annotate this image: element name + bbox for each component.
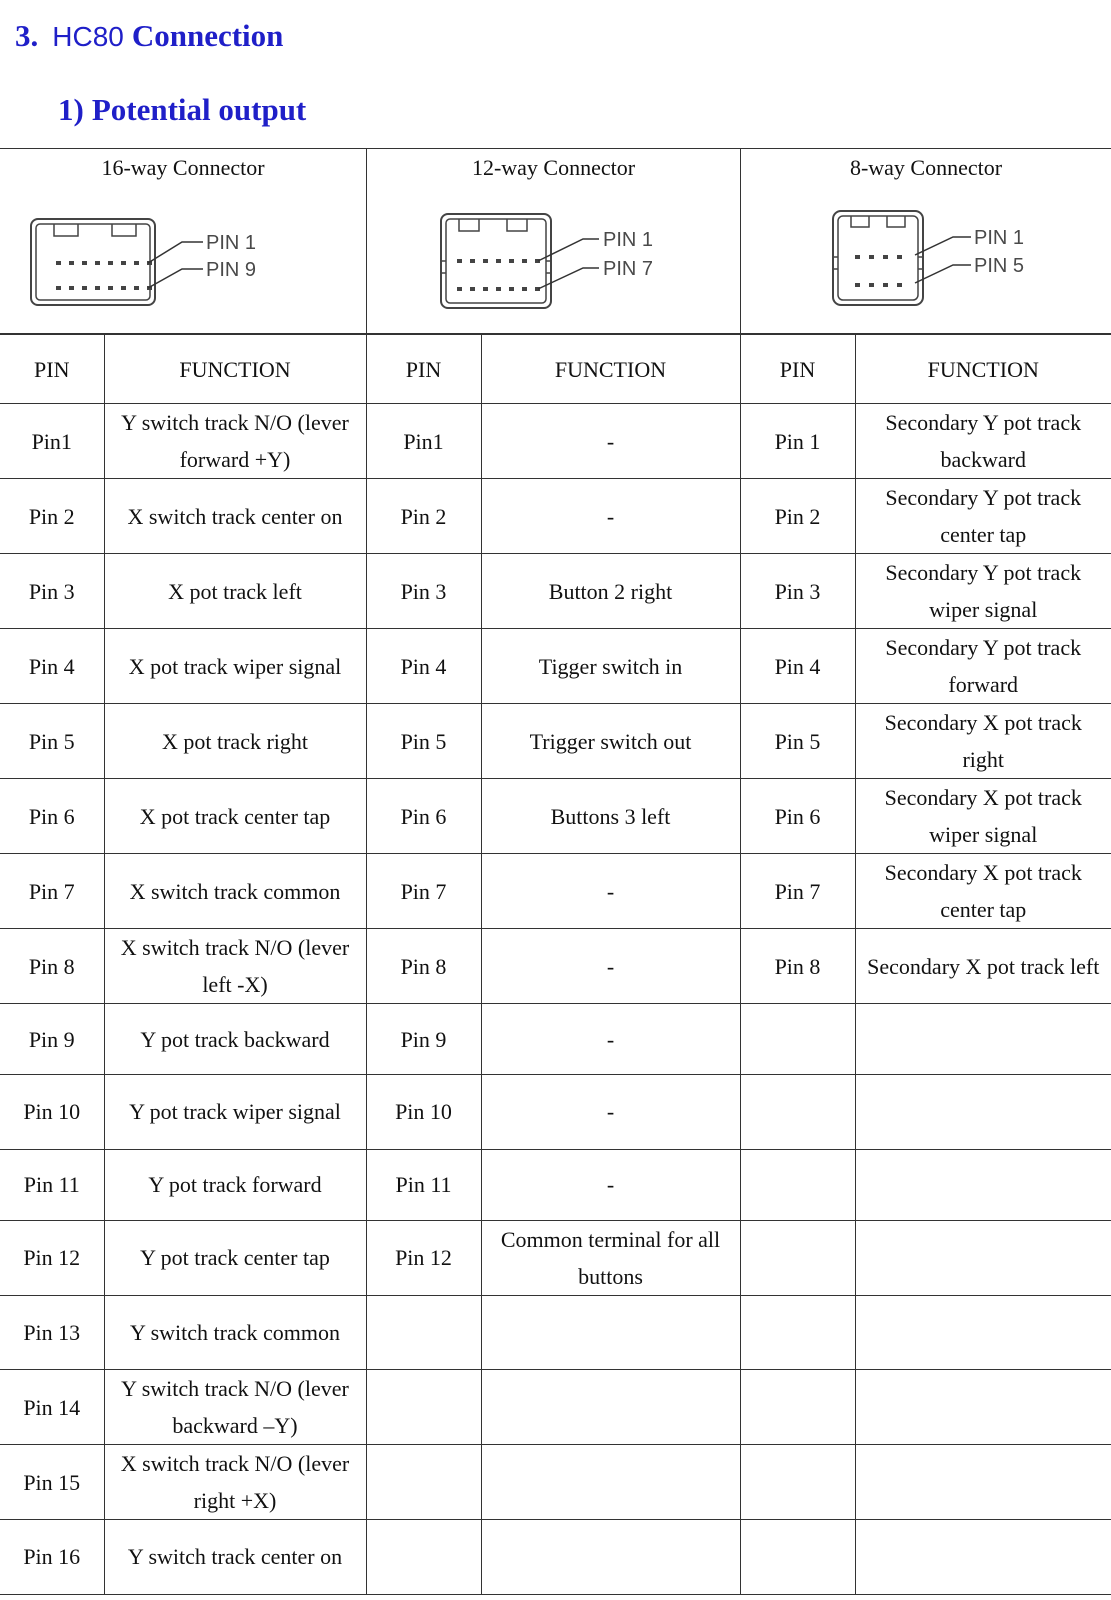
- pin-cell: Pin 7: [740, 854, 855, 929]
- pin-cell: [740, 1220, 855, 1295]
- pin-cell: Pin 7: [366, 854, 481, 929]
- section-title: Connection: [131, 18, 284, 53]
- pin-function-table: [0, 334, 1111, 1595]
- function-cell: Secondary X pot track wiper signal: [855, 779, 1111, 854]
- table-row: [0, 1004, 1111, 1075]
- pin-label: PIN 1: [603, 229, 654, 251]
- connector-8-way: [740, 149, 1111, 333]
- function-cell: Secondary Y pot track forward: [855, 629, 1111, 704]
- function-cell: -: [481, 929, 740, 1004]
- function-cell: -: [481, 404, 740, 479]
- function-cell: Y pot track forward: [104, 1149, 366, 1220]
- function-cell: -: [481, 854, 740, 929]
- pin-cell: Pin 7: [0, 854, 104, 929]
- table-row: [0, 854, 1111, 929]
- connector-16-way-drawing: [26, 211, 286, 311]
- pin-cell: [740, 1370, 855, 1445]
- pin-cell: Pin 3: [0, 554, 104, 629]
- pin-cell: [740, 1295, 855, 1370]
- pin-cell: [740, 1149, 855, 1220]
- pin-cell: Pin 6: [0, 779, 104, 854]
- function-cell: Buttons 3 left: [481, 779, 740, 854]
- table-row: [0, 1075, 1111, 1150]
- pin-cell: [366, 1295, 481, 1370]
- function-cell: Secondary X pot track center tap: [855, 854, 1111, 929]
- function-cell: X switch track center on: [104, 479, 366, 554]
- pin-cell: Pin 11: [0, 1149, 104, 1220]
- subsection-heading: [58, 92, 306, 128]
- pin-cell: Pin 6: [740, 779, 855, 854]
- pin-cell: Pin 13: [0, 1295, 104, 1370]
- section-number: 3.: [15, 18, 39, 53]
- pin-cell: Pin 10: [0, 1075, 104, 1150]
- pin-cell: Pin 16: [0, 1520, 104, 1595]
- pin-label: PIN 9: [206, 259, 257, 281]
- pin-cell: [740, 1075, 855, 1150]
- pin-cell: Pin 8: [740, 929, 855, 1004]
- pin-cell: Pin 9: [366, 1004, 481, 1075]
- pin-cell: Pin 8: [0, 929, 104, 1004]
- function-cell: -: [481, 1075, 740, 1150]
- table-row: [0, 629, 1111, 704]
- function-cell: -: [481, 1149, 740, 1220]
- function-cell: [481, 1295, 740, 1370]
- subsection-title: Potential output: [91, 92, 307, 127]
- function-cell: X pot track right: [104, 704, 366, 779]
- pin-cell: Pin 2: [366, 479, 481, 554]
- function-cell: Secondary Y pot track backward: [855, 404, 1111, 479]
- column-header: PIN: [366, 335, 481, 404]
- section-model: HC80: [52, 21, 124, 52]
- pin-cell: Pin 5: [0, 704, 104, 779]
- table-header-row: [0, 335, 1111, 404]
- pin-cell: Pin 4: [0, 629, 104, 704]
- pin-cell: [366, 1370, 481, 1445]
- function-cell: [855, 1520, 1111, 1595]
- pin-cell: [366, 1445, 481, 1520]
- section-heading: [15, 18, 283, 54]
- table-row: [0, 404, 1111, 479]
- pin-cell: [740, 1445, 855, 1520]
- table-row: [0, 1520, 1111, 1595]
- function-cell: Secondary Y pot track center tap: [855, 479, 1111, 554]
- function-cell: Common terminal for all buttons: [481, 1220, 740, 1295]
- pin-cell: Pin 9: [0, 1004, 104, 1075]
- function-cell: Trigger switch out: [481, 704, 740, 779]
- connector-12-way: [366, 149, 740, 333]
- function-cell: [855, 1149, 1111, 1220]
- function-cell: Tigger switch in: [481, 629, 740, 704]
- pin-cell: Pin 3: [740, 554, 855, 629]
- pin-cell: Pin 4: [366, 629, 481, 704]
- column-header: PIN: [0, 335, 104, 404]
- function-cell: Y pot track wiper signal: [104, 1075, 366, 1150]
- function-cell: [481, 1445, 740, 1520]
- function-cell: [481, 1520, 740, 1595]
- function-cell: Secondary X pot track right: [855, 704, 1111, 779]
- function-cell: Y pot track backward: [104, 1004, 366, 1075]
- pin-cell: Pin 11: [366, 1149, 481, 1220]
- function-cell: [855, 1220, 1111, 1295]
- table-row: [0, 704, 1111, 779]
- column-header: FUNCTION: [104, 335, 366, 404]
- connector-12-way-drawing: [437, 211, 697, 311]
- table-row: [0, 1149, 1111, 1220]
- function-cell: [855, 1075, 1111, 1150]
- function-cell: X pot track wiper signal: [104, 629, 366, 704]
- function-cell: X pot track left: [104, 554, 366, 629]
- table-row: [0, 554, 1111, 629]
- pin-cell: Pin 12: [0, 1220, 104, 1295]
- pin-cell: Pin 8: [366, 929, 481, 1004]
- pin-label: PIN 1: [206, 232, 257, 254]
- connector-8-way-drawing: [831, 209, 1091, 309]
- pin-cell: [740, 1520, 855, 1595]
- function-cell: [855, 1370, 1111, 1445]
- pin-label: PIN 7: [603, 258, 654, 280]
- function-cell: Secondary X pot track left: [855, 929, 1111, 1004]
- column-header: PIN: [740, 335, 855, 404]
- pin-cell: Pin 2: [740, 479, 855, 554]
- pin-cell: [366, 1520, 481, 1595]
- function-cell: [855, 1004, 1111, 1075]
- function-cell: Y pot track center tap: [104, 1220, 366, 1295]
- table-row: [0, 779, 1111, 854]
- connector-caption: 8-way Connector: [849, 155, 1003, 180]
- pin-cell: Pin1: [0, 404, 104, 479]
- pin-cell: Pin1: [366, 404, 481, 479]
- table-row: [0, 1445, 1111, 1520]
- subsection-number: 1): [58, 92, 84, 127]
- table-row: [0, 1220, 1111, 1295]
- function-cell: Secondary Y pot track wiper signal: [855, 554, 1111, 629]
- function-cell: [481, 1370, 740, 1445]
- connector-caption: 16-way Connector: [101, 155, 265, 180]
- pin-cell: Pin 15: [0, 1445, 104, 1520]
- function-cell: Y switch track N/O (lever backward –Y): [104, 1370, 366, 1445]
- pin-cell: Pin 14: [0, 1370, 104, 1445]
- table-row: [0, 1370, 1111, 1445]
- pin-cell: Pin 4: [740, 629, 855, 704]
- connector-caption: 12-way Connector: [471, 155, 636, 180]
- pin-cell: Pin 10: [366, 1075, 481, 1150]
- table-row: [0, 1295, 1111, 1370]
- pin-cell: Pin 3: [366, 554, 481, 629]
- connector-diagrams: [0, 148, 1111, 334]
- pin-cell: Pin 1: [740, 404, 855, 479]
- pin-cell: Pin 12: [366, 1220, 481, 1295]
- table-row: [0, 479, 1111, 554]
- function-cell: X switch track common: [104, 854, 366, 929]
- pin-cell: Pin 6: [366, 779, 481, 854]
- pin-label: PIN 1: [974, 227, 1025, 249]
- function-cell: Y switch track center on: [104, 1520, 366, 1595]
- function-cell: Y switch track N/O (lever forward +Y): [104, 404, 366, 479]
- pin-cell: Pin 2: [0, 479, 104, 554]
- function-cell: -: [481, 1004, 740, 1075]
- column-header: FUNCTION: [481, 335, 740, 404]
- table-row: [0, 929, 1111, 1004]
- function-cell: [855, 1295, 1111, 1370]
- function-cell: X switch track N/O (lever left -X): [104, 929, 366, 1004]
- pin-label: PIN 5: [974, 255, 1025, 277]
- function-cell: Y switch track common: [104, 1295, 366, 1370]
- function-cell: -: [481, 479, 740, 554]
- column-header: FUNCTION: [855, 335, 1111, 404]
- function-cell: X switch track N/O (lever right +X): [104, 1445, 366, 1520]
- connector-16-way: [0, 149, 366, 333]
- function-cell: Button 2 right: [481, 554, 740, 629]
- pin-cell: Pin 5: [366, 704, 481, 779]
- pin-cell: Pin 5: [740, 704, 855, 779]
- pin-cell: [740, 1004, 855, 1075]
- function-cell: X pot track center tap: [104, 779, 366, 854]
- function-cell: [855, 1445, 1111, 1520]
